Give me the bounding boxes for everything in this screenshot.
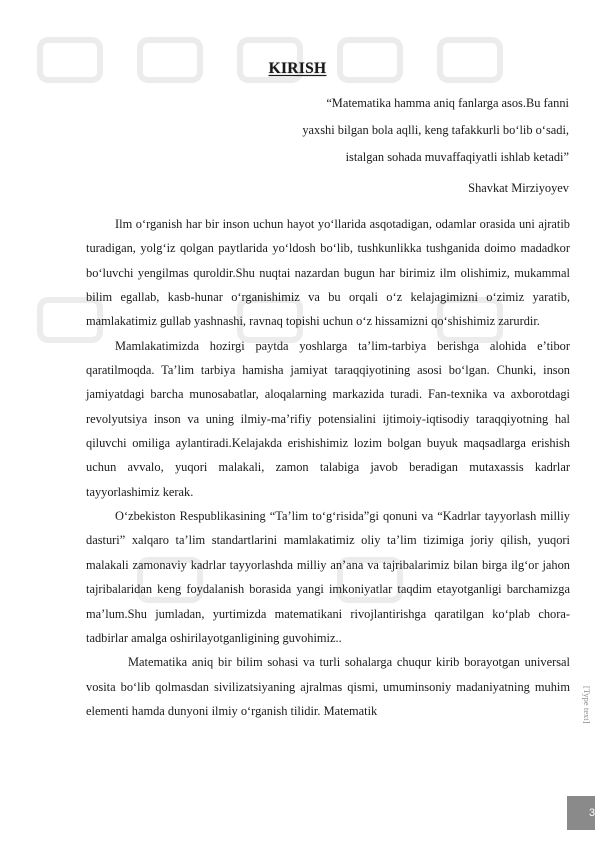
side-type-text-label: [Type text] [582,686,592,724]
paragraph-2: Mamlakatimizda hozirgi paytda yoshlarga ta’lim-tarbiya berishga alohida e’tibor qaratilmoqda. Ta’lim tarbiya hamisha jamiyat taraqqiyotining asosi bo‘lgan. Chunki, inson jamiyatdagi barcha munosabatlar, aloqalarning markazida turadi. Fan-texnika va axborotdagi revolyutsiya inson va uning ilmiy-ma’rifiy potensialini ijtimoiy-iqtisodiy taraqqiyotning hal qiluvchi omiliga aylantiradi.Kelajakda erishishimiz lozim bolgan buyuk maqsadlarga erishish uchun avvalo, yuqori malakali, zamon talabiga javob beradigan mutaxassis kadrlar tayyorlashimiz kerak. [86,338,570,499]
page-number-tab [567,796,595,830]
page-title: KIRISH [268,60,327,77]
epigraph-author: Shavkat Mirziyoyev [468,181,569,195]
page-number: 3 [589,807,595,819]
epigraph-line-2: yaxshi bilgan bola aqlli, keng tafakkurli bo‘lib o‘sadi, [302,123,569,137]
paragraph-1: Ilm o‘rganish har bir inson uchun hayot yo‘llarida asqotadigan, odamlar orasida uni ajratib turadigan, yolg‘iz qolgan paytlarida yo‘ldosh bo‘lib, tushkunlikka tushganida doimo madadkor bo‘luvchi yengilmas quroldir.Shu nuqtai nazardan bugun har birimiz ilm olishimiz, mukammal bilim egallab, kasb-hunar o‘rganishimiz va bu orqali o‘z kelajagimizni o‘zimiz yaratib, mamlakatimiz gullab yashnashi, ravnaq topishi uchun o‘z hissamizni qo‘shishimiz zarurdir. [86,217,570,329]
paragraph-4: Matematika aniq bir bilim sohasi va turli sohalarga chuqur kirib borayotgan universal vosita bo‘lib qolmasdan sivilizatsiyaning ajralmas qismi, umuminsoniy madaniyatning muhim elementi hamda dunyoni ilmiy o‘rganish tilidir. Matematik [86,655,570,718]
epigraph-line-1: “Matematika hamma aniq fanlarga asos.Bu fanni [326,96,569,110]
paragraph-3: O‘zbekiston Respublikasining “Ta’lim to‘g‘risida”gi qonuni va “Kadrlar tayyorlash milliy dasturi” xalqaro ta’lim standartlarini mamlakatimiz oliy ta’lim tizimiga joriy qilish, yuqori malakali zamonaviy kadrlar tayyorlashda milliy an’ana va tajribalarimiz bilan birga ilg‘or jahon tajribalaridan keng foydalanish borasida yangi imkoniyatlar taqdim etayotganligi barchamizga ma’lum.Shu jumladan, yurtimizda matematikani rivojlantirishga qaratilgan ko‘plab chora- tadbirlar amalga oshirilayotganligining guvohimiz.. [86,509,570,645]
epigraph-line-3: istalgan sohada muvaffaqiyatli ishlab ketadi” [345,150,569,164]
body-text [86,212,570,723]
